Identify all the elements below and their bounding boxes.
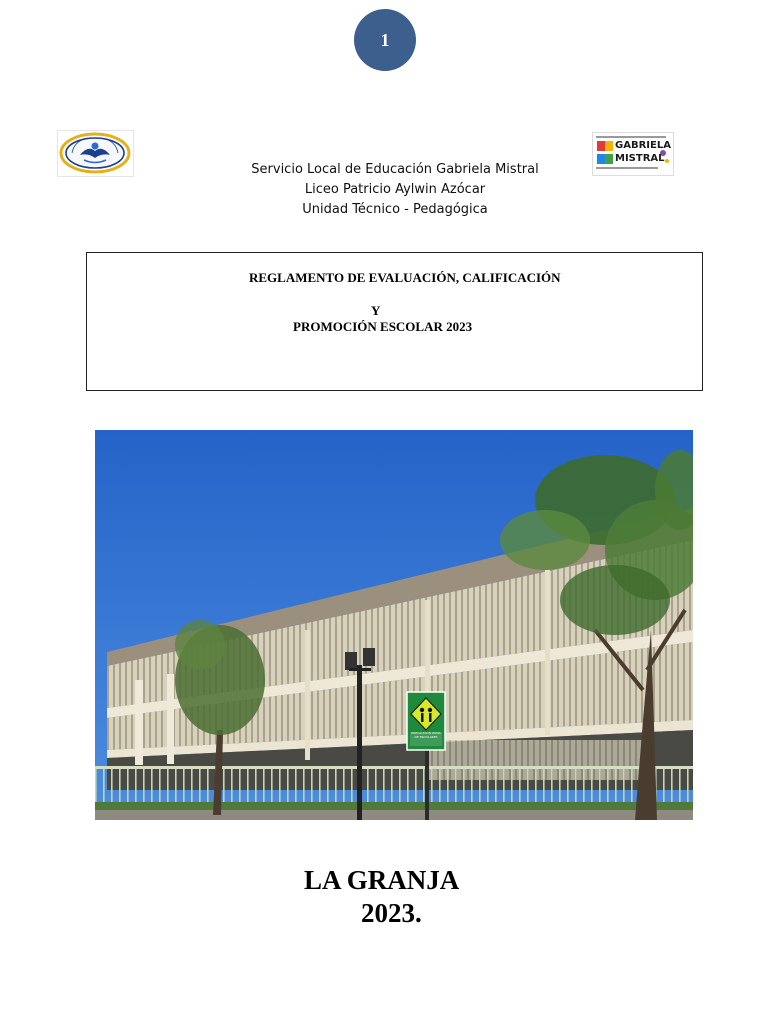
school-building-photo [95,430,693,820]
sign-text: PRECAUCION ZONA DE ESCOLARES [411,731,441,739]
document-year: 2023. [361,898,422,928]
title-line-1: REGLAMENTO DE EVALUACIÓN, CALIFICACIÓN [249,270,561,285]
title-line-3: PROMOCIÓN ESCOLAR 2023 [293,319,473,334]
header-line-2: Liceo Patricio Aylwin Azócar [304,182,486,197]
page-number-badge [354,9,416,71]
gabriela-mistral-logo [592,132,674,176]
school-seal-logo [57,130,134,177]
page-number: 1 [380,29,390,50]
logo-text-bottom: MISTRAL [615,153,665,164]
title-line-2: Y [371,303,381,318]
header-line-3: Unidad Técnico - Pedagógica [302,202,488,217]
place-name: LA GRANJA [304,865,460,895]
header-line-1: Servicio Local de Educación Gabriela Mistral [251,162,539,177]
institution-header [200,160,590,220]
document-title-box [86,252,703,391]
logo-text-top: GABRIELA [615,140,671,151]
